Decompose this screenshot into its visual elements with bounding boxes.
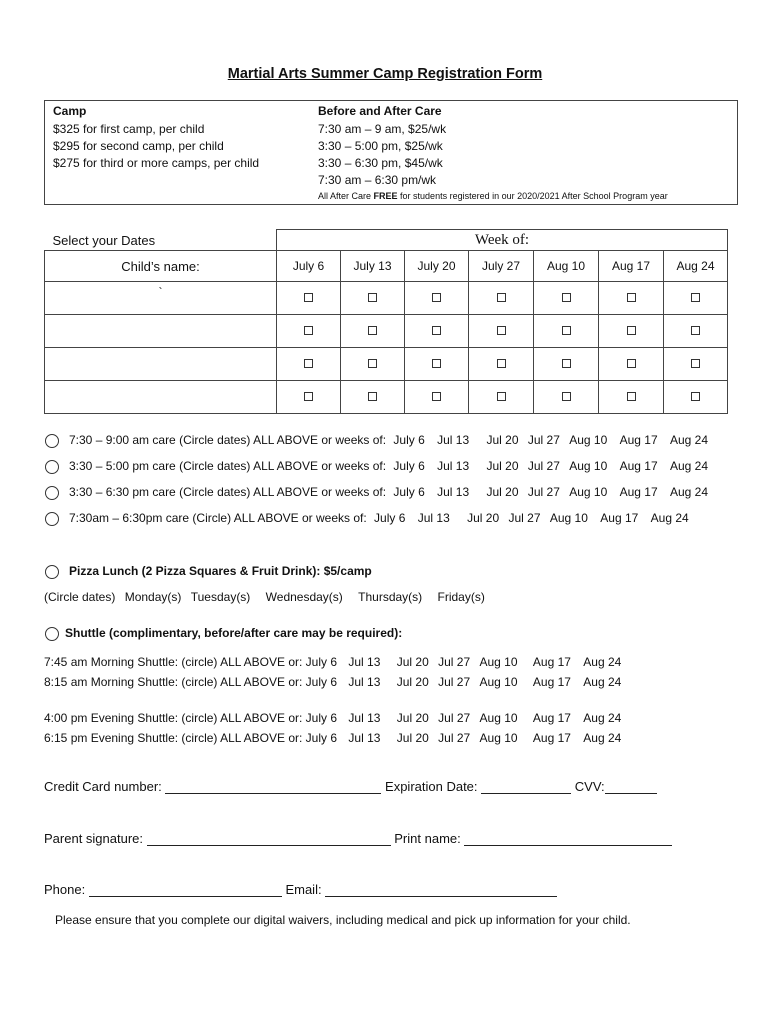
child-name-input[interactable] (45, 348, 277, 381)
date-option[interactable]: Aug 10 (479, 731, 518, 745)
week-header: July 13 (341, 251, 405, 282)
care-heading: Before and After Care (318, 104, 442, 118)
date-option[interactable]: Jul 27 (438, 675, 471, 689)
week-checkbox[interactable] (627, 359, 636, 368)
form-title: Martial Arts Summer Camp Registration Form (227, 66, 543, 82)
week-header: Aug 24 (664, 251, 728, 282)
date-option[interactable]: Aug 24 (670, 433, 709, 447)
child-name-input[interactable] (45, 315, 277, 348)
date-option[interactable]: Jul 13 (348, 675, 381, 689)
care-option-text: 7:30 – 9:00 am care (Circle dates) ALL ABOVE or weeks of: (69, 433, 387, 447)
day-option[interactable]: Monday(s) (124, 590, 182, 604)
week-checkbox[interactable] (497, 326, 506, 335)
care-free-note (318, 191, 668, 201)
date-option[interactable]: Jul 13 (348, 731, 381, 745)
date-option[interactable]: Aug 17 (619, 459, 658, 473)
contact-row (44, 882, 557, 897)
date-option[interactable]: Jul 20 (396, 675, 429, 689)
date-option[interactable]: Jul 20 (486, 459, 519, 473)
week-checkbox[interactable] (304, 392, 313, 401)
week-checkbox[interactable] (368, 392, 377, 401)
date-option[interactable]: Aug 24 (670, 459, 709, 473)
day-option[interactable]: Wednesday(s) (265, 590, 343, 604)
care-option-radio[interactable] (45, 460, 59, 474)
date-option[interactable]: Jul 27 (438, 711, 471, 725)
select-dates-label: Select your Dates (52, 233, 156, 248)
care-note-bold: FREE (373, 191, 398, 201)
card-number-field[interactable] (165, 781, 381, 794)
child-name-header: Child’s name: (45, 251, 277, 282)
date-option[interactable]: Jul 20 (486, 433, 519, 447)
email-field[interactable] (325, 884, 557, 897)
date-option[interactable]: Jul 20 (467, 511, 500, 525)
child-row (45, 282, 728, 315)
week-checkbox[interactable] (497, 392, 506, 401)
shuttle-label: Shuttle (complimentary, before/after care may be required): (65, 626, 403, 640)
date-option[interactable]: Aug 24 (583, 655, 622, 669)
camp-price-1: $325 for first camp, per child (53, 122, 205, 136)
care-price-3: 3:30 – 6:30 pm, $45/wk (318, 156, 443, 170)
date-option[interactable]: Aug 17 (532, 655, 571, 669)
week-checkbox[interactable] (627, 392, 636, 401)
care-option-3 (69, 485, 708, 499)
care-option-radio[interactable] (45, 486, 59, 500)
date-option[interactable]: Aug 10 (569, 459, 608, 473)
cvv-field[interactable] (605, 781, 657, 794)
date-option[interactable]: Jul 13 (437, 485, 470, 499)
cvv-label: CVV: (574, 779, 605, 794)
camp-heading: Camp (53, 104, 87, 118)
week-of-header: Week of: (277, 230, 728, 251)
date-option[interactable]: Jul 13 (348, 655, 381, 669)
care-option-1 (69, 433, 708, 447)
date-option[interactable]: July 6 (393, 459, 425, 473)
date-option[interactable]: Jul 20 (486, 485, 519, 499)
expiration-field[interactable] (481, 781, 571, 794)
date-option[interactable]: Jul 13 (437, 433, 470, 447)
signature-row (44, 831, 672, 846)
week-checkbox[interactable] (627, 293, 636, 302)
care-price-1: 7:30 am – 9 am, $25/wk (318, 122, 447, 136)
week-checkbox[interactable] (562, 326, 571, 335)
shuttle-line-1 (44, 655, 621, 669)
payment-row (44, 779, 657, 794)
week-checkbox[interactable] (432, 392, 441, 401)
week-checkbox[interactable] (432, 293, 441, 302)
date-option[interactable]: Aug 17 (619, 485, 658, 499)
week-checkbox[interactable] (497, 359, 506, 368)
date-option[interactable]: Aug 10 (479, 711, 518, 725)
date-option[interactable]: Jul 13 (348, 711, 381, 725)
week-header: Aug 10 (534, 251, 599, 282)
date-option[interactable]: Jul 27 (438, 655, 471, 669)
date-option[interactable]: Aug 17 (619, 433, 658, 447)
week-header: July 6 (277, 251, 341, 282)
print-name-label: Print name: (394, 831, 461, 846)
week-checkbox[interactable] (562, 392, 571, 401)
care-note-post: for students registered in our 2020/2021 After School Program year (397, 191, 668, 201)
date-option[interactable]: Aug 17 (532, 711, 571, 725)
week-checkbox[interactable] (304, 326, 313, 335)
day-option[interactable]: Tuesday(s) (190, 590, 251, 604)
week-checkbox[interactable] (432, 326, 441, 335)
week-checkbox[interactable] (562, 359, 571, 368)
date-option[interactable]: Aug 17 (600, 511, 639, 525)
care-option-text: 7:30am – 6:30pm care (Circle) ALL ABOVE or weeks of: (69, 511, 367, 525)
date-option[interactable]: Jul 27 (527, 459, 560, 473)
child-name-input[interactable] (45, 381, 277, 414)
shuttle-line-3 (44, 711, 621, 725)
care-option-radio[interactable] (45, 512, 59, 526)
date-option[interactable]: July 6 (393, 433, 425, 447)
week-checkbox[interactable] (691, 293, 700, 302)
week-checkbox[interactable] (627, 326, 636, 335)
footer-note: Please ensure that you complete our digital waivers, including medical and pick up information for your child. (55, 913, 631, 927)
week-checkbox[interactable] (368, 359, 377, 368)
pizza-days-label: (Circle dates) (44, 590, 116, 604)
first-row-mark: ` (158, 285, 163, 299)
week-checkbox[interactable] (432, 359, 441, 368)
care-option-radio[interactable] (45, 434, 59, 448)
print-name-field[interactable] (464, 833, 672, 846)
schedule-table (44, 229, 728, 414)
care-option-text: 3:30 – 6:30 pm care (Circle dates) ALL ABOVE or weeks of: (69, 485, 387, 499)
date-option[interactable]: Jul 27 (527, 485, 560, 499)
card-number-label: Credit Card number: (44, 779, 162, 794)
shuttle-line-text: 4:00 pm Evening Shuttle: (circle) ALL ABOVE or: July 6 (44, 711, 338, 725)
week-checkbox[interactable] (304, 359, 313, 368)
date-option[interactable]: Jul 27 (438, 731, 471, 745)
date-option[interactable]: Aug 17 (532, 675, 571, 689)
date-option[interactable]: Aug 17 (532, 731, 571, 745)
child-row (45, 348, 728, 381)
date-option[interactable]: Aug 10 (569, 433, 608, 447)
date-option[interactable]: Aug 24 (583, 711, 622, 725)
date-option[interactable]: Jul 20 (396, 655, 429, 669)
care-option-2 (69, 459, 708, 473)
phone-field[interactable] (89, 884, 282, 897)
pizza-label: Pizza Lunch (2 Pizza Squares & Fruit Drink): $5/camp (69, 564, 372, 578)
date-option[interactable]: Jul 20 (396, 711, 429, 725)
camp-price-3: $275 for third or more camps, per child (53, 156, 260, 170)
phone-label: Phone: (44, 882, 86, 897)
pizza-days (44, 590, 485, 604)
week-checkbox[interactable] (562, 293, 571, 302)
week-checkbox[interactable] (304, 293, 313, 302)
email-label: Email: (285, 882, 322, 897)
day-option[interactable]: Friday(s) (437, 590, 485, 604)
shuttle-line-text: 7:45 am Morning Shuttle: (circle) ALL ABOVE or: July 6 (44, 655, 338, 669)
care-price-4: 7:30 am – 6:30 pm/wk (318, 173, 437, 187)
date-option[interactable]: July 6 (393, 485, 425, 499)
date-option[interactable]: Jul 27 (508, 511, 541, 525)
date-option[interactable]: July 6 (374, 511, 406, 525)
pricing-box (44, 100, 738, 205)
signature-label: Parent signature: (44, 831, 144, 846)
date-option[interactable]: Aug 10 (549, 511, 588, 525)
date-option[interactable]: Aug 24 (650, 511, 689, 525)
date-option[interactable]: Aug 10 (479, 655, 518, 669)
child-row (45, 315, 728, 348)
week-header: July 27 (469, 251, 534, 282)
shuttle-line-text: 6:15 pm Evening Shuttle: (circle) ALL ABOVE or: July 6 (44, 731, 338, 745)
child-row (45, 381, 728, 414)
signature-field[interactable] (147, 833, 391, 846)
expiration-label: Expiration Date: (385, 779, 478, 794)
date-option[interactable]: Jul 20 (396, 731, 429, 745)
day-option[interactable]: Thursday(s) (358, 590, 423, 604)
week-checkbox[interactable] (691, 392, 700, 401)
care-price-2: 3:30 – 5:00 pm, $25/wk (318, 139, 443, 153)
date-option[interactable]: Jul 13 (417, 511, 450, 525)
date-option[interactable]: Jul 13 (437, 459, 470, 473)
pizza-radio[interactable] (45, 565, 59, 579)
date-option[interactable]: Aug 24 (583, 675, 622, 689)
shuttle-line-4 (44, 731, 621, 745)
care-option-4 (69, 511, 689, 525)
shuttle-line-2 (44, 675, 621, 689)
week-checkbox[interactable] (691, 326, 700, 335)
date-option[interactable]: Aug 10 (569, 485, 608, 499)
camp-price-2: $295 for second camp, per child (53, 139, 224, 153)
date-option[interactable]: Aug 24 (670, 485, 709, 499)
care-note-pre: All After Care (318, 191, 374, 201)
care-option-text: 3:30 – 5:00 pm care (Circle dates) ALL ABOVE or weeks of: (69, 459, 387, 473)
child-name-input[interactable] (45, 282, 277, 315)
date-option[interactable]: Aug 24 (583, 731, 622, 745)
date-option[interactable]: Aug 10 (479, 675, 518, 689)
week-checkbox[interactable] (368, 326, 377, 335)
shuttle-line-text: 8:15 am Morning Shuttle: (circle) ALL ABOVE or: July 6 (44, 675, 338, 689)
week-checkbox[interactable] (691, 359, 700, 368)
date-option[interactable]: Jul 27 (527, 433, 560, 447)
week-header: Aug 17 (599, 251, 664, 282)
week-checkbox[interactable] (497, 293, 506, 302)
week-checkbox[interactable] (368, 293, 377, 302)
week-header: July 20 (405, 251, 469, 282)
shuttle-radio[interactable] (45, 627, 59, 641)
